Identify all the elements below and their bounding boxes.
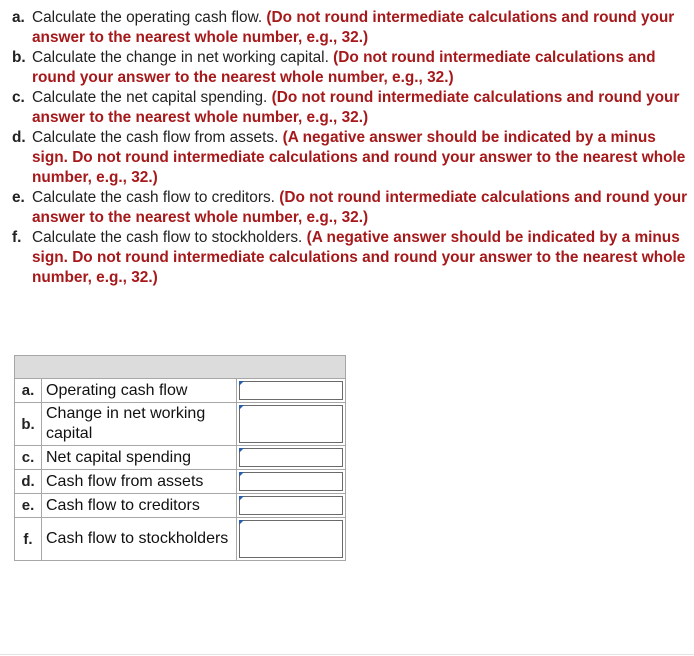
question-prompt: Calculate the cash flow from assets. — [32, 129, 283, 146]
change-in-nwc-input[interactable] — [239, 405, 343, 443]
input-marker-icon — [239, 405, 244, 410]
question-text — [32, 188, 688, 228]
question-instruction: (Do not round intermediate calculations and round your answer to the nearest whole number, e.g., 32.) — [32, 189, 688, 226]
question-item — [12, 228, 688, 288]
answer-input-cell — [237, 379, 346, 403]
operating-cash-flow-input[interactable] — [239, 381, 343, 400]
input-marker-icon — [239, 381, 244, 386]
input-marker-icon — [239, 496, 244, 501]
input-marker-icon — [239, 472, 244, 477]
table-row — [15, 494, 346, 518]
question-instruction: (Do not round intermediate calculations and round your answer to the nearest whole number, e.g., 32.) — [32, 89, 680, 126]
table-row — [15, 470, 346, 494]
answer-table-header — [15, 356, 346, 379]
question-letter: d. — [12, 129, 26, 146]
answer-input-cell — [237, 518, 346, 561]
row-label: Net capital spending — [42, 446, 237, 470]
answer-table — [14, 355, 346, 561]
question-prompt: Calculate the cash flow to creditors. — [32, 189, 280, 206]
question-prompt: Calculate the operating cash flow. — [32, 9, 267, 26]
question-item — [12, 188, 688, 228]
question-letter: a. — [12, 9, 25, 26]
question-prompt: Calculate the cash flow to stockholders. — [32, 229, 307, 246]
question-instruction: (A negative answer should be indicated by a minus sign. Do not round intermediate calculations and round your answer to the nearest whole number, e.g., 32.) — [32, 129, 686, 186]
question-item — [12, 88, 688, 128]
divider — [0, 654, 694, 655]
row-letter: c. — [15, 446, 42, 470]
question-instruction: (Do not round intermediate calculations and round your answer to the nearest whole number, e.g., 32.) — [32, 49, 656, 86]
net-capital-spending-input[interactable] — [239, 448, 343, 467]
question-letter: c. — [12, 89, 25, 106]
row-letter: b. — [15, 403, 42, 446]
answer-input-cell — [237, 494, 346, 518]
question-text — [32, 8, 688, 48]
table-row — [15, 446, 346, 470]
question-text — [32, 48, 688, 88]
question-item — [12, 48, 688, 88]
row-label: Cash flow to creditors — [42, 494, 237, 518]
table-row — [15, 403, 346, 446]
row-letter: e. — [15, 494, 42, 518]
question-prompt: Calculate the change in net working capital. — [32, 49, 334, 66]
question-item — [12, 128, 688, 188]
question-instruction: (Do not round intermediate calculations and round your answer to the nearest whole number, e.g., 32.) — [32, 9, 675, 46]
table-row — [15, 518, 346, 561]
row-label: Operating cash flow — [42, 379, 237, 403]
cash-flow-to-creditors-input[interactable] — [239, 496, 343, 515]
question-instruction: (A negative answer should be indicated by a minus sign. Do not round intermediate calculations and round your answer to the nearest whole number, e.g., 32.) — [32, 229, 686, 286]
question-text — [32, 88, 688, 128]
question-item — [12, 8, 688, 48]
table-row — [15, 379, 346, 403]
question-prompt: Calculate the net capital spending. — [32, 89, 272, 106]
answer-input-cell — [237, 403, 346, 446]
row-letter: f. — [15, 518, 42, 561]
question-letter: b. — [12, 49, 26, 66]
answer-input-cell — [237, 470, 346, 494]
row-label: Change in net working capital — [42, 403, 237, 446]
answer-input-cell — [237, 446, 346, 470]
row-label: Cash flow to stockholders — [42, 518, 237, 561]
question-text — [32, 228, 688, 288]
question-letter: f. — [12, 229, 22, 246]
row-label: Cash flow from assets — [42, 470, 237, 494]
input-marker-icon — [239, 448, 244, 453]
question-letter: e. — [12, 189, 25, 206]
row-letter: d. — [15, 470, 42, 494]
question-list — [12, 8, 688, 288]
cash-flow-to-stockholders-input[interactable] — [239, 520, 343, 558]
row-letter: a. — [15, 379, 42, 403]
question-text — [32, 128, 688, 188]
cash-flow-from-assets-input[interactable] — [239, 472, 343, 491]
header-cell — [15, 356, 346, 379]
input-marker-icon — [239, 520, 244, 525]
